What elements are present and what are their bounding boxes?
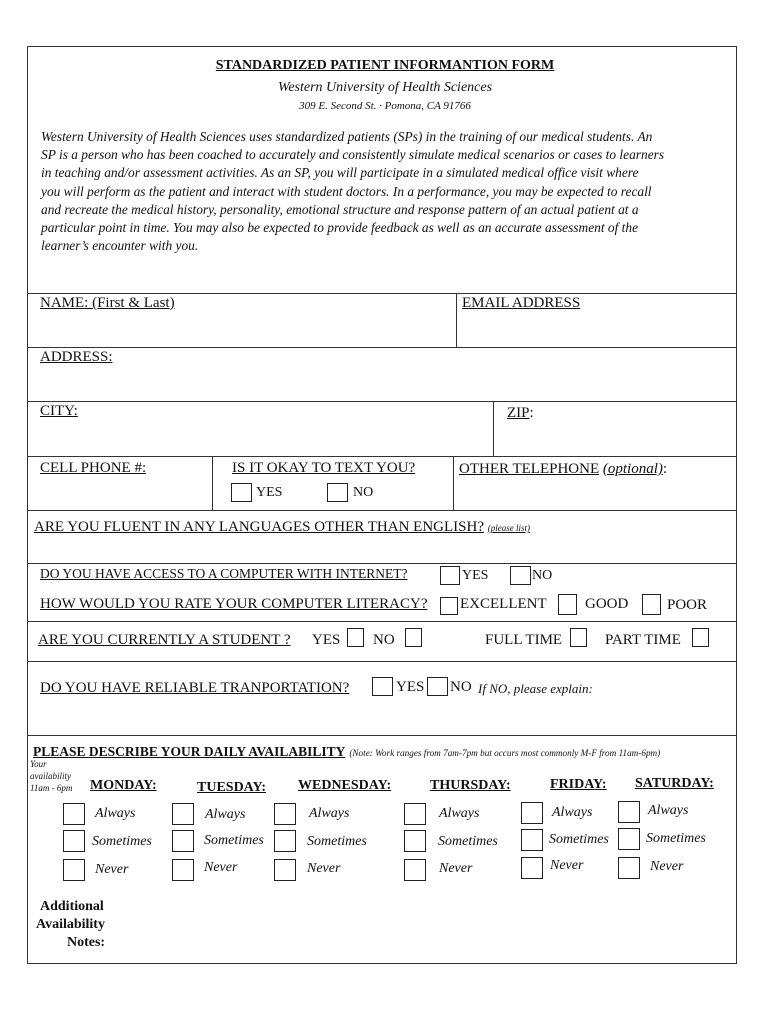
side-note-line: 11am - 6pm (30, 783, 73, 793)
additional-notes-area[interactable] (120, 895, 730, 955)
divider (27, 401, 737, 402)
languages-question-text: ARE YOU FLUENT IN ANY LANGUAGES OTHER THAN ENGLISH? (34, 519, 484, 535)
frame-top (27, 46, 737, 47)
tuesday-sometimes-label: Sometimes (204, 833, 264, 848)
tuesday-always-checkbox[interactable] (172, 803, 194, 825)
availability-side-note (30, 758, 72, 794)
wednesday-never-checkbox[interactable] (274, 859, 296, 881)
tuesday-sometimes-checkbox[interactable] (172, 830, 194, 852)
monday-sometimes-label: Sometimes (92, 834, 152, 849)
computer-no-checkbox[interactable] (510, 566, 531, 585)
monday-never-checkbox[interactable] (63, 859, 85, 881)
saturday-never-checkbox[interactable] (618, 857, 640, 879)
saturday-sometimes-label: Sometimes (646, 831, 706, 846)
name-input-area[interactable] (40, 318, 452, 344)
friday-never-label: Never (550, 858, 584, 873)
thursday-always-checkbox[interactable] (404, 803, 426, 825)
divider (27, 293, 737, 294)
intro-line: SP is a person who has been coached to accurately and consistently simulate medical scenarios or cases to learners (41, 147, 665, 163)
org-name: Western University of Health Sciences (277, 80, 493, 95)
literacy-poor-checkbox[interactable] (642, 594, 661, 615)
friday-never-checkbox[interactable] (521, 857, 543, 879)
divider (27, 735, 737, 736)
transportation-yes-checkbox[interactable] (372, 677, 393, 696)
divider (27, 347, 737, 348)
text-ok-no-label: NO (353, 485, 374, 500)
literacy-question: HOW WOULD YOU RATE YOUR COMPUTER LITERACY? (40, 596, 428, 612)
friday-always-checkbox[interactable] (521, 802, 543, 824)
transportation-explain-area[interactable] (40, 702, 730, 732)
thursday-sometimes-label: Sometimes (438, 834, 498, 849)
notes-label-line: Additional (40, 899, 104, 914)
tuesday-always-label: Always (205, 807, 246, 822)
divider (27, 563, 737, 564)
intro-line: particular point in time. You may also be expected to provide feedback as well as an accurate assessment of the (41, 220, 639, 236)
friday-always-label: Always (552, 805, 593, 820)
computer-access-question: DO YOU HAVE ACCESS TO A COMPUTER WITH INTERNET? (40, 566, 408, 581)
divider (27, 661, 737, 662)
divider-vertical (456, 293, 457, 347)
thursday-sometimes-checkbox[interactable] (404, 830, 426, 852)
day-header-wednesday: WEDNESDAY: (298, 778, 392, 793)
other-telephone-label (459, 461, 667, 478)
zip-label-colon: : (529, 405, 534, 421)
saturday-always-checkbox[interactable] (618, 801, 640, 823)
wednesday-sometimes-checkbox[interactable] (274, 830, 296, 852)
languages-note: (please list) (487, 523, 530, 533)
org-address: 309 E. Second St. · Pomona, CA 91766 (299, 100, 471, 112)
divider-vertical (212, 456, 213, 510)
divider (27, 510, 737, 511)
literacy-good-label: GOOD (585, 596, 629, 612)
transportation-explain-label: If NO, please explain: (478, 681, 593, 696)
divider-vertical (493, 401, 494, 456)
thursday-never-label: Never (439, 861, 473, 876)
city-label: CITY: (40, 403, 78, 419)
additional-notes-label (36, 898, 106, 952)
notes-label-line: Notes: (67, 935, 106, 950)
availability-heading (33, 743, 660, 761)
student-question: ARE YOU CURRENTLY A STUDENT ? (38, 632, 291, 648)
other-telephone-optional: (optional) (602, 461, 663, 477)
wednesday-sometimes-label: Sometimes (307, 834, 367, 849)
side-note-line: availability (30, 771, 71, 781)
day-header-saturday: SATURDAY: (635, 776, 714, 791)
text-ok-yes-checkbox[interactable] (231, 483, 252, 502)
frame-right (736, 46, 737, 964)
student-no-label: NO (373, 632, 395, 648)
computer-yes-checkbox[interactable] (440, 566, 460, 585)
friday-sometimes-checkbox[interactable] (521, 829, 543, 851)
wednesday-always-checkbox[interactable] (274, 803, 296, 825)
intro-line: in teaching and/or assessment activities. As an SP, you will participate in a simulated medical office visit where (41, 165, 639, 181)
text-ok-label: IS IT OKAY TO TEXT YOU? (232, 460, 416, 476)
languages-input-area[interactable] (40, 538, 730, 560)
intro-line: Western University of Health Sciences uses standardized patients (SPs) in the training of our medical students. An (41, 129, 653, 144)
availability-title: PLEASE DESCRIBE YOUR DAILY AVAILABILITY (33, 744, 346, 759)
literacy-poor-label: POOR (667, 597, 708, 613)
other-telephone-text: OTHER TELEPHONE (459, 461, 600, 477)
zip-input-area[interactable] (500, 426, 730, 452)
transportation-question: DO YOU HAVE RELIABLE TRANPORTATION? (40, 680, 350, 696)
saturday-always-label: Always (648, 803, 689, 818)
full-time-label: FULL TIME (485, 632, 563, 648)
student-yes-label: YES (312, 632, 341, 648)
part-time-checkbox[interactable] (692, 628, 709, 647)
friday-sometimes-label: Sometimes (549, 832, 609, 847)
monday-never-label: Never (95, 862, 129, 877)
email-input-area[interactable] (462, 318, 730, 344)
divider-vertical (453, 456, 454, 510)
transportation-no-checkbox[interactable] (427, 677, 448, 696)
zip-label-text: ZIP (507, 405, 530, 421)
monday-always-checkbox[interactable] (63, 803, 85, 825)
saturday-sometimes-checkbox[interactable] (618, 828, 640, 850)
day-header-monday: MONDAY: (90, 778, 157, 793)
day-header-friday: FRIDAY: (550, 777, 607, 792)
intro-paragraph (41, 128, 731, 255)
computer-yes-label: YES (462, 568, 489, 583)
student-yes-checkbox[interactable] (347, 628, 364, 647)
thursday-never-checkbox[interactable] (404, 859, 426, 881)
name-label: NAME: (First & Last) (40, 295, 175, 311)
cell-phone-label: CELL PHONE #: (40, 460, 147, 476)
frame-left (27, 46, 28, 964)
literacy-good-checkbox[interactable] (558, 594, 577, 615)
frame-bottom (27, 963, 737, 964)
intro-line: you will perform as the patient and interact with student doctors. In a performance, you may be expected to recall (41, 183, 652, 199)
full-time-checkbox[interactable] (570, 628, 587, 647)
intro-line: and recreate the medical history, personality, emotional structure and response pattern of an actual patient at a (41, 201, 639, 217)
address-input-area[interactable] (40, 372, 730, 398)
part-time-label: PART TIME (605, 632, 681, 648)
monday-always-label: Always (95, 806, 136, 821)
transportation-no-label: NO (450, 679, 472, 695)
literacy-excellent-checkbox[interactable] (440, 597, 458, 615)
wednesday-never-label: Never (307, 861, 341, 876)
intro-line: learner’s encounter with you. (41, 238, 199, 254)
computer-no-label: NO (532, 568, 553, 583)
monday-sometimes-checkbox[interactable] (63, 830, 85, 852)
text-ok-yes-label: YES (256, 485, 283, 500)
other-telephone-colon: : (662, 461, 668, 477)
zip-label (507, 405, 534, 422)
student-no-checkbox[interactable] (405, 628, 422, 647)
text-ok-no-checkbox[interactable] (327, 483, 348, 502)
thursday-always-label: Always (439, 806, 480, 821)
literacy-excellent-label: EXCELLENT (460, 596, 547, 612)
tuesday-never-label: Never (204, 860, 238, 875)
divider (27, 621, 737, 622)
city-input-area[interactable] (40, 426, 488, 452)
languages-question (34, 519, 530, 536)
transportation-yes-label: YES (396, 679, 425, 695)
notes-label-line: Availability (36, 917, 105, 932)
saturday-never-label: Never (650, 859, 684, 874)
availability-note: (Note: Work ranges from 7am-7pm but occurs most commonly M-F from 11am-6pm) (349, 748, 661, 758)
address-label: ADDRESS: (40, 349, 113, 365)
day-header-thursday: THURSDAY: (430, 778, 511, 793)
email-label: EMAIL ADDRESS (462, 295, 581, 311)
divider (27, 456, 737, 457)
day-header-tuesday: TUESDAY: (197, 780, 266, 795)
form-title: STANDARDIZED PATIENT INFORMANTION FORM (215, 58, 555, 73)
tuesday-never-checkbox[interactable] (172, 859, 194, 881)
side-note-line: Your (30, 759, 47, 769)
wednesday-always-label: Always (309, 806, 350, 821)
